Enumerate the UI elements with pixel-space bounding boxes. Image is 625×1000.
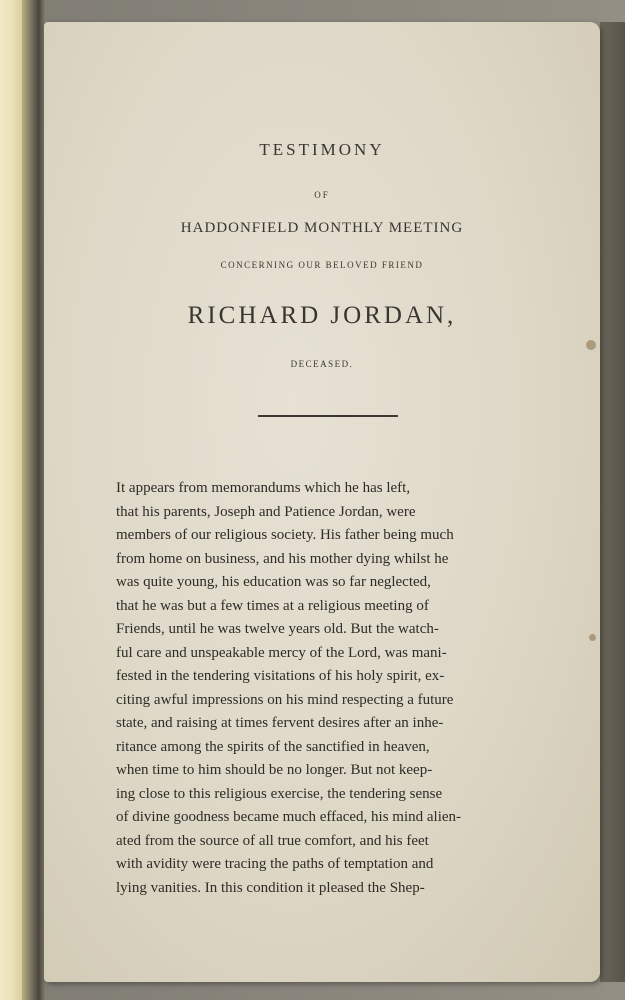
text-line: fested in the tendering visitations of his holy spirit, ex- xyxy=(116,668,445,684)
text-line: citing awful impressions on his mind respecting a future xyxy=(116,691,454,708)
text-line: ful care and unspeakable mercy of the Lord, was mani- xyxy=(116,644,447,661)
text-line: when time to him should be no longer. But not keep- xyxy=(116,762,433,778)
meeting-heading: HADDONFIELD MONTHLY MEETING xyxy=(180,220,464,236)
testimony-heading: TESTIMONY xyxy=(259,140,385,159)
section-divider xyxy=(258,415,398,417)
concerning-line: CONCERNING OUR BELOVED FRIEND xyxy=(220,260,424,270)
foxing-stain xyxy=(586,340,596,350)
subject-name: RICHARD JORDAN, xyxy=(187,302,457,329)
text-line: It appears from memorandums which he has left, xyxy=(116,480,411,496)
text-line: ing close to this religious exercise, the tendering sense xyxy=(116,785,443,802)
text-line: from home on business, and his mother dying whilst he xyxy=(116,550,449,567)
text-line: that he was but a few times at a religious meeting of xyxy=(116,597,429,614)
deceased-line: DECEASED. xyxy=(290,359,354,369)
text-line: with avidity were tracing the paths of temptation and xyxy=(116,856,434,872)
book-page xyxy=(44,22,600,982)
facing-page-edge xyxy=(0,0,22,1000)
text-line: Friends, until he was twelve years old. But the watch- xyxy=(116,621,439,637)
text-line: of divine goodness became much effaced, his mind alien- xyxy=(116,809,462,825)
foxing-stain xyxy=(589,634,596,641)
text-line: that his parents, Joseph and Patience Jordan, were xyxy=(116,503,416,520)
text-line: lying vanities. In this condition it pleased the Shep- xyxy=(116,879,425,896)
book-gutter xyxy=(22,0,46,1000)
of-line: OF xyxy=(314,190,330,200)
text-line: ated from the source of all true comfort, and his feet xyxy=(116,832,429,849)
text-line: state, and raising at times fervent desires after an inhe- xyxy=(116,715,444,731)
text-line: was quite young, his education was so far neglected, xyxy=(116,574,431,590)
text-line: ritance among the spirits of the sanctified in heaven, xyxy=(116,738,430,755)
page-stack-edge xyxy=(600,22,625,982)
text-line: members of our religious society. His father being much xyxy=(116,527,454,543)
